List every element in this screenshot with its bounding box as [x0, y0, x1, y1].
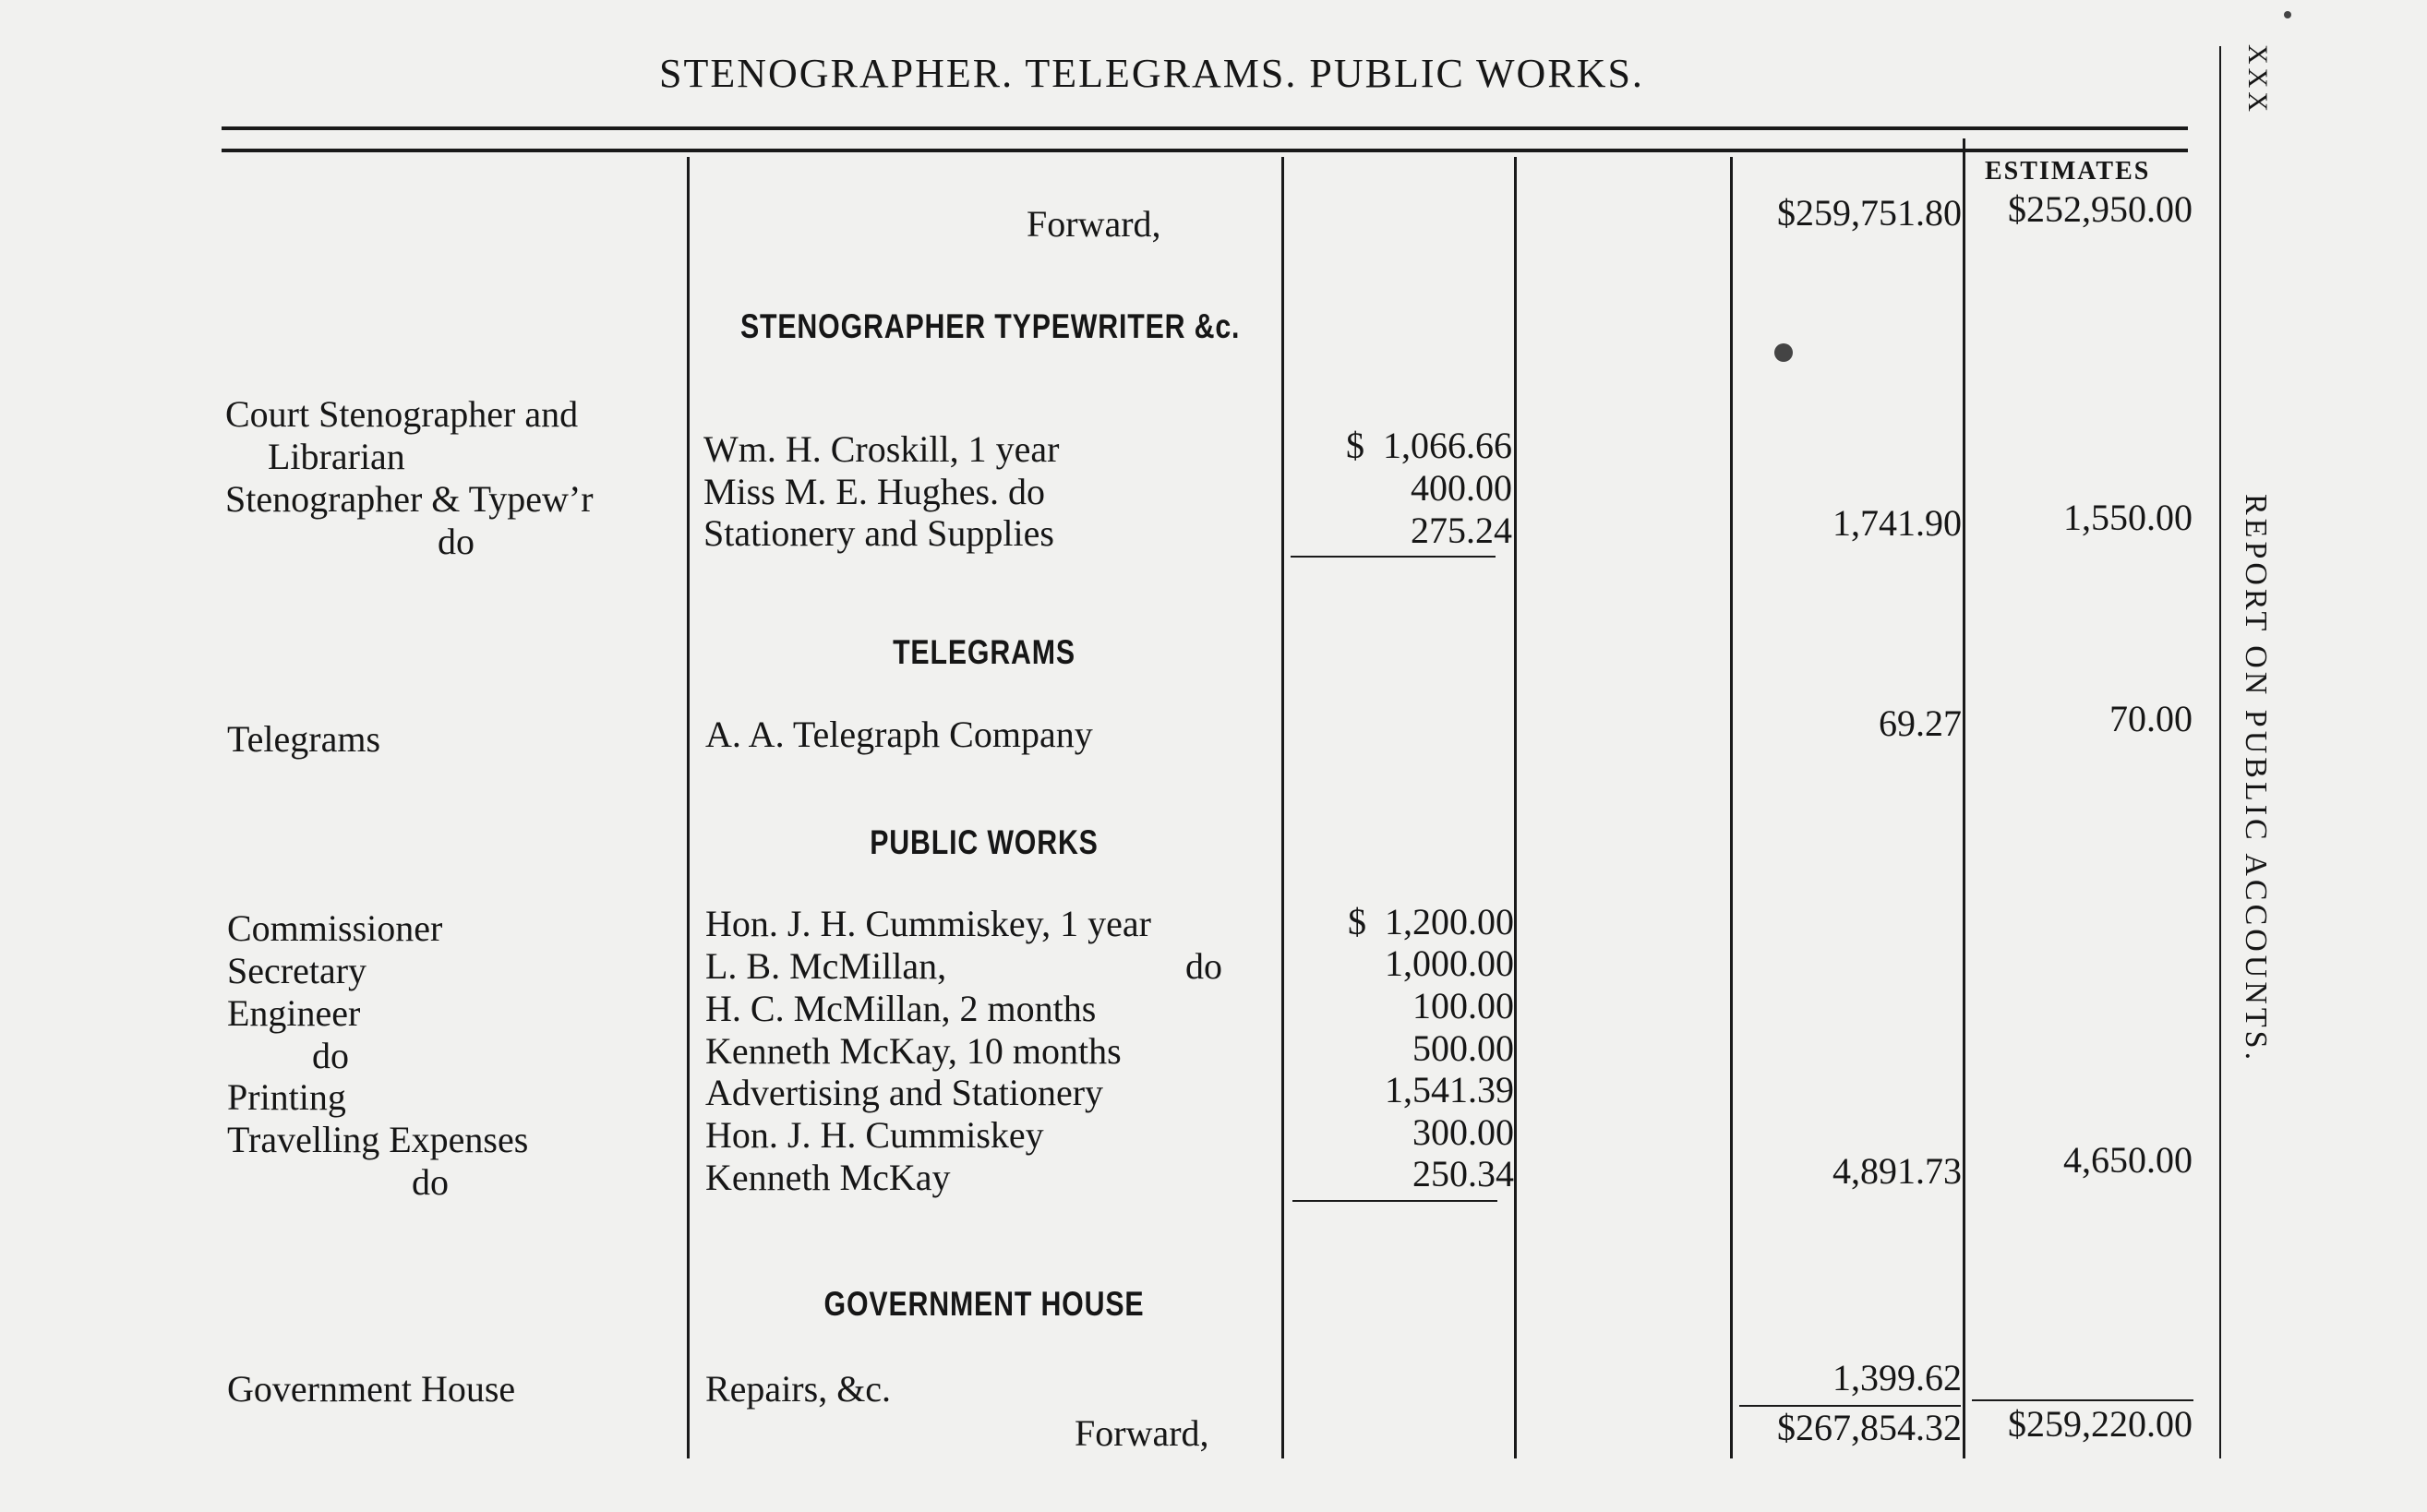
- service-label: Librarian: [268, 436, 405, 477]
- amount-value: 300.00: [1412, 1111, 1514, 1153]
- service-label: Court Stenographer and: [225, 393, 579, 435]
- section-total: 1,399.62: [1832, 1357, 1962, 1398]
- service-label: do: [438, 521, 475, 562]
- section-total: 4,891.73: [1832, 1150, 1962, 1192]
- section-total: 1,741.90: [1832, 502, 1962, 544]
- amount-value: 1,541.39: [1385, 1069, 1514, 1110]
- subtotal-rule: [1291, 556, 1496, 558]
- column-rule-5: [1963, 138, 1965, 1458]
- amount-value: 400.00: [1411, 467, 1512, 509]
- forward-label-bottom: Forward,: [1075, 1412, 1209, 1454]
- payee-label: Hon. J. H. Cummiskey, 1 year: [705, 903, 1151, 944]
- amount-value: 1,000.00: [1385, 942, 1514, 984]
- payee-label: Wm. H. Croskill, 1 year: [703, 428, 1060, 470]
- forward-label-top: Forward,: [1027, 203, 1161, 245]
- forward-estimate-bottom: $259,220.00: [2008, 1403, 2193, 1445]
- service-label: do: [312, 1035, 349, 1076]
- estimate-total-rule: [1972, 1399, 2193, 1401]
- service-label: Engineer: [227, 992, 361, 1034]
- double-rule-top: [222, 126, 2188, 130]
- forward-estimate-top: $252,950.00: [2008, 188, 2193, 230]
- service-label: Government House: [227, 1368, 516, 1410]
- payee-label: Kenneth McKay: [705, 1157, 951, 1198]
- payee-label: Advertising and Stationery: [705, 1072, 1104, 1113]
- section-total: 69.27: [1879, 702, 1962, 744]
- column-rule-3: [1514, 157, 1517, 1458]
- section-heading-telegrams: TELEGRAMS: [893, 633, 1075, 671]
- column-rule-4: [1730, 157, 1733, 1458]
- payee-label: H. C. McMillan, 2 months: [705, 988, 1097, 1029]
- service-label: Stenographer & Typew’r: [225, 478, 594, 520]
- double-rule-bottom: [222, 149, 2188, 152]
- section-heading-stenographer: STENOGRAPHER TYPEWRITER &c.: [739, 307, 1241, 345]
- side-title: REPORT ON PUBLIC ACCOUNTS.: [2239, 494, 2273, 1064]
- amount-value: 500.00: [1412, 1027, 1514, 1069]
- estimates-label: ESTIMATES: [1985, 157, 2151, 186]
- amount-value: $ 1,200.00: [1348, 901, 1514, 942]
- section-estimate: 4,650.00: [2063, 1139, 2193, 1181]
- subtotal-rule: [1292, 1200, 1497, 1202]
- payee-label: L. B. McMillan,: [705, 945, 947, 987]
- payee-label: Repairs, &c.: [705, 1368, 892, 1410]
- section-heading-government-house: GOVERNMENT HOUSE: [823, 1285, 1145, 1323]
- amount-value: 275.24: [1411, 510, 1512, 551]
- amount-value: $ 1,066.66: [1346, 425, 1512, 466]
- column-rule-1: [687, 157, 690, 1458]
- payee-ditto: do: [1185, 945, 1222, 987]
- column-rule-2: [1281, 157, 1284, 1458]
- section-heading-public-works: PUBLIC WORKS: [870, 823, 1099, 861]
- payee-label: A. A. Telegraph Company: [705, 714, 1093, 755]
- forward-total-bottom: $267,854.32: [1777, 1407, 1962, 1448]
- payee-label: Stationery and Supplies: [703, 512, 1054, 554]
- service-label: Printing: [227, 1076, 346, 1118]
- section-estimate: 1,550.00: [2063, 497, 2193, 538]
- service-label: Secretary: [227, 950, 367, 991]
- ink-speck: [2284, 11, 2291, 18]
- page-title: STENOGRAPHER. TELEGRAMS. PUBLIC WORKS.: [659, 51, 1644, 96]
- payee-label: Kenneth McKay, 10 months: [705, 1030, 1122, 1072]
- service-label: Commissioner: [227, 907, 443, 949]
- column-rule-6: [2219, 46, 2221, 1458]
- service-label: Telegrams: [227, 718, 381, 760]
- payee-label: Miss M. E. Hughes. do: [703, 471, 1046, 512]
- ink-speck: [1774, 343, 1793, 362]
- service-label: do: [412, 1161, 449, 1203]
- forward-total-top: $259,751.80: [1777, 192, 1962, 234]
- amount-value: 250.34: [1412, 1153, 1514, 1194]
- payee-label: Hon. J. H. Cummiskey: [705, 1114, 1044, 1156]
- service-label: Travelling Expenses: [227, 1119, 529, 1160]
- section-estimate: 70.00: [2109, 698, 2193, 739]
- page-number: XXX: [2242, 44, 2273, 115]
- amount-value: 100.00: [1412, 985, 1514, 1026]
